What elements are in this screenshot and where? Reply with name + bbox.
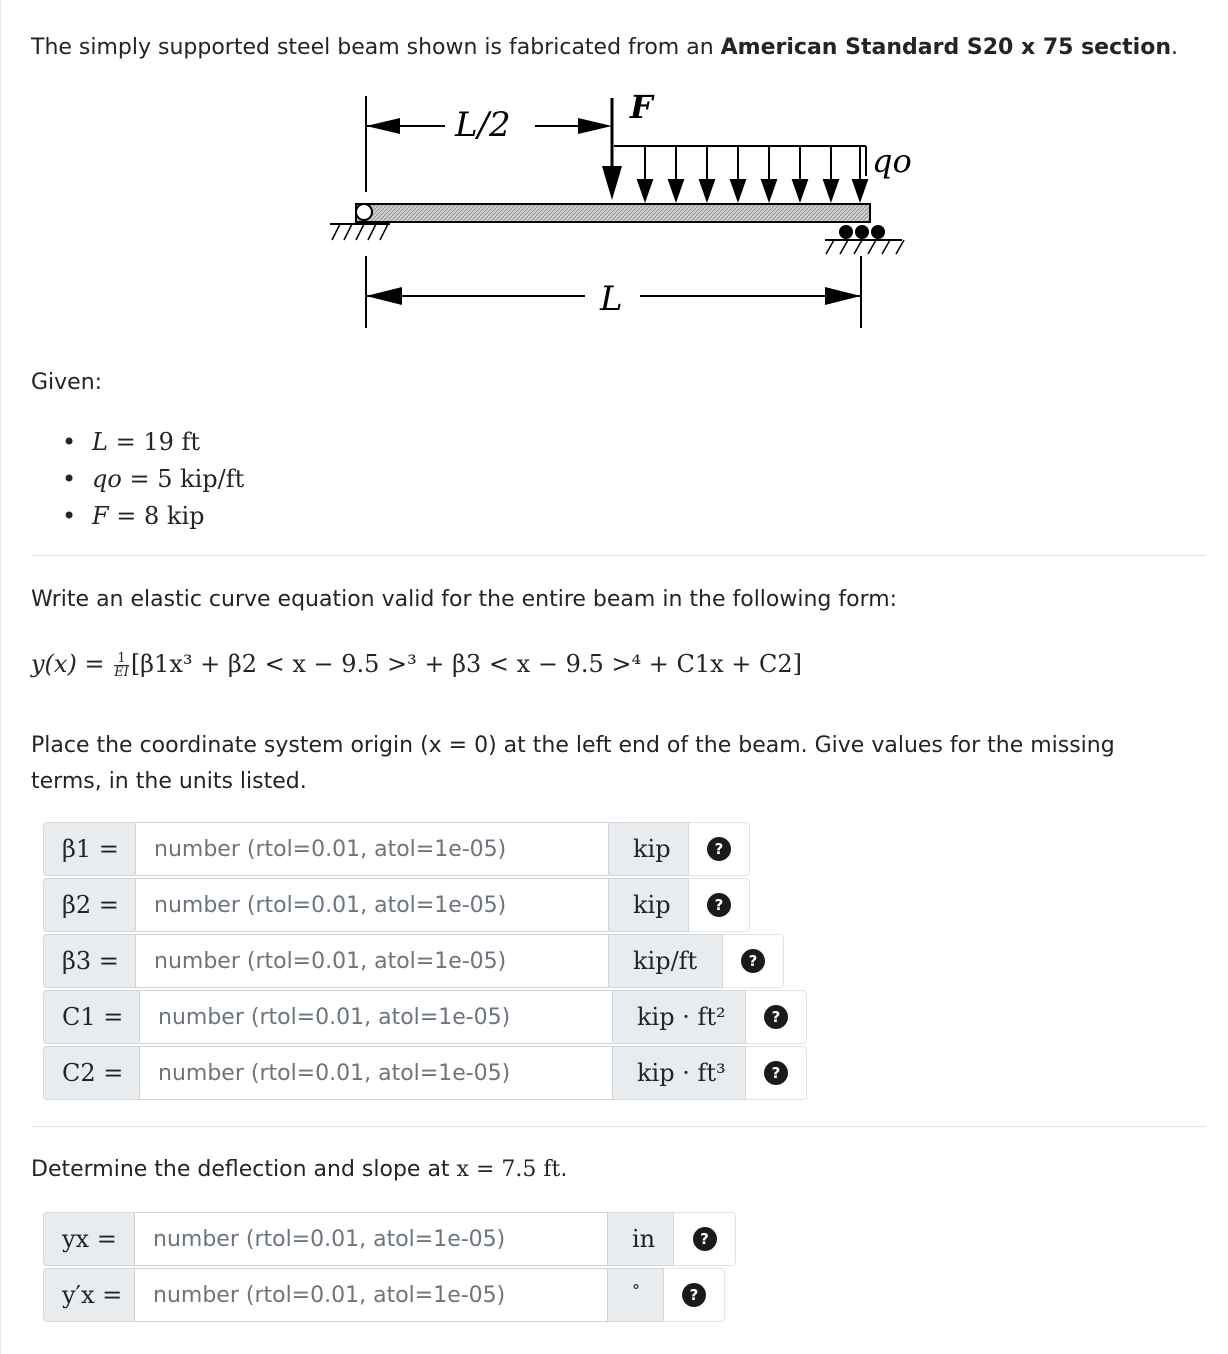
c1-input[interactable]: number (rtol=0.01, atol=1e-05) [139, 990, 613, 1044]
input-label: C1 = [43, 990, 139, 1044]
input-row-c2 [43, 1046, 807, 1100]
input-label: β1 = [43, 822, 135, 876]
input-row-slope [43, 1268, 725, 1322]
force-label: F [630, 88, 653, 126]
half-length-label: L/2 [455, 105, 511, 145]
help-icon: ? [707, 837, 731, 861]
roller-support [825, 225, 904, 254]
task2-position: x = 7.5 ft [456, 1157, 561, 1182]
given-list [62, 424, 244, 535]
equation-fraction: $\frac{1}{EI}$ [114, 651, 129, 680]
help-button[interactable] [689, 822, 750, 876]
c2-input[interactable]: number (rtol=0.01, atol=1e-05) [139, 1046, 613, 1100]
help-button[interactable] [746, 1046, 807, 1100]
beam [356, 204, 870, 222]
beta3-input[interactable]: number (rtol=0.01, atol=1e-05) [135, 934, 609, 988]
unit-label: kip [609, 822, 689, 876]
intro-text-start: The simply supported steel beam shown is fabricated from an [31, 35, 721, 60]
input-row-beta2 [43, 878, 750, 932]
distributed-load-arrows [638, 146, 867, 200]
help-icon: ? [693, 1227, 717, 1251]
task1-text: Write an elastic curve equation valid for the entire beam in the following form: [31, 587, 898, 612]
divider [31, 1126, 1206, 1127]
force-arrow [602, 166, 622, 200]
divider [31, 555, 1206, 556]
input-label: C2 = [43, 1046, 139, 1100]
task2-text-end: . [560, 1157, 568, 1182]
task2-text [31, 1152, 567, 1188]
help-button[interactable] [664, 1268, 725, 1322]
unit-label: kip/ft [609, 934, 723, 988]
section-name: American Standard S20 x 75 section [720, 35, 1171, 60]
equation-lhs: y(x) = [31, 650, 113, 678]
unit-label: kip [609, 878, 689, 932]
help-button[interactable] [689, 878, 750, 932]
input-row-c1 [43, 990, 807, 1044]
equation-body: [β1x³ + β2 < x − 9.5 >³ + β3 < x − 9.5 >⁴ + C1x + C2] [130, 650, 802, 678]
input-label: y′x = [43, 1268, 134, 1322]
card-border [0, 0, 1, 1354]
unit-label: kip · ft³ [613, 1046, 746, 1100]
help-button[interactable] [674, 1212, 736, 1266]
input-label: β2 = [43, 878, 135, 932]
input-label: yx = [43, 1212, 134, 1266]
input-row-deflection [43, 1212, 736, 1266]
given-item: • F = 8 kip [62, 498, 244, 535]
unit-label: ° [608, 1268, 664, 1322]
beta1-input[interactable]: number (rtol=0.01, atol=1e-05) [135, 822, 609, 876]
task2-text-start: Determine the deflection and slope at [31, 1157, 457, 1182]
help-icon: ? [764, 1005, 788, 1029]
intro-text-end: . [1170, 35, 1178, 60]
help-icon: ? [682, 1283, 706, 1307]
elastic-curve-equation [31, 650, 802, 679]
span-label: L [600, 279, 623, 319]
beam-diagram [320, 88, 920, 338]
load-label: qo [872, 142, 912, 180]
given-item: • qo = 5 kip/ft [62, 461, 244, 498]
given-heading: Given: [31, 370, 103, 395]
beta2-input[interactable]: number (rtol=0.01, atol=1e-05) [135, 878, 609, 932]
input-row-beta1 [43, 822, 750, 876]
help-icon: ? [741, 949, 765, 973]
help-button[interactable] [746, 990, 807, 1044]
help-icon: ? [764, 1061, 788, 1085]
input-row-beta3 [43, 934, 784, 988]
given-item: • L = 19 ft [62, 424, 244, 461]
help-icon: ? [707, 893, 731, 917]
slope-input[interactable]: number (rtol=0.01, atol=1e-05) [134, 1268, 608, 1322]
input-label: β3 = [43, 934, 135, 988]
intro-text [31, 30, 1178, 66]
unit-label: kip · ft² [613, 990, 746, 1044]
origin-text: Place the coordinate system origin (x = 0) at the left end of the beam. Give values for the missing terms, in the units listed. [31, 733, 1115, 794]
unit-label: in [608, 1212, 674, 1266]
help-button[interactable] [723, 934, 784, 988]
deflection-input[interactable]: number (rtol=0.01, atol=1e-05) [134, 1212, 608, 1266]
